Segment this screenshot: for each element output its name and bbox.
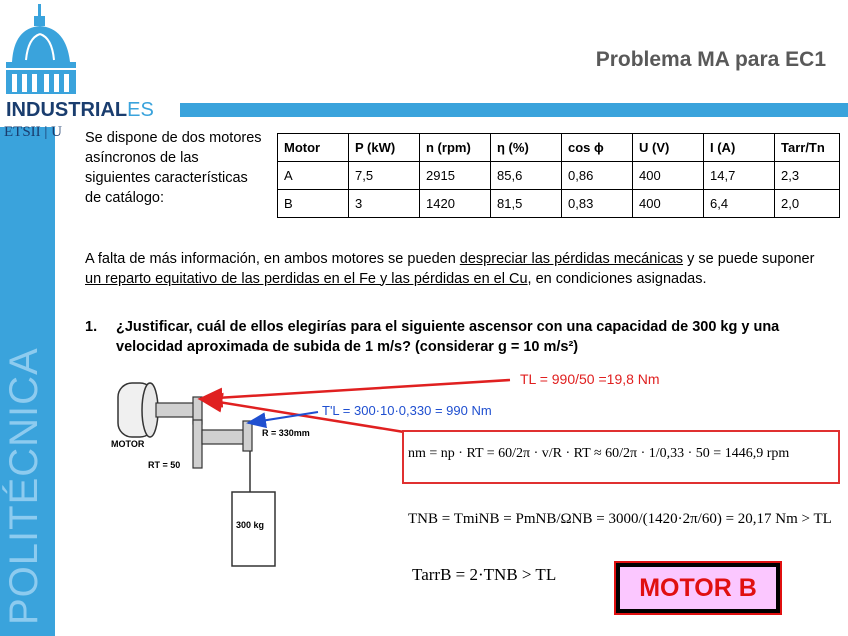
table-cell: 7,5 [349,162,420,190]
logo-wordmark: INDUSTRIALES [6,99,154,121]
answer-box: MOTOR B [616,563,780,613]
sidebar-text: POLITÉCNICA [2,347,46,625]
table-cell: 400 [633,190,704,218]
table-cell: 2915 [420,162,491,190]
gear-large [193,420,202,468]
table-header: η (%) [491,134,562,162]
tl-arrow [200,380,510,399]
intro-text: Se dispone de dos motores asíncronos de las siguientes características de catálogo: [85,130,262,206]
table-header: Motor [278,134,349,162]
start-torque-equation: TarrB = 2·TNB > TL [412,565,557,584]
question-number: 1. [85,319,98,335]
table-header: cos ϕ [562,134,633,162]
table-cell: 81,5 [491,190,562,218]
table-header: U (V) [633,134,704,162]
table-cell: B [278,190,349,218]
table-cell: 14,7 [704,162,775,190]
drum [243,421,252,451]
table-cell: 6,4 [704,190,775,218]
slide-title: Problema MA para EC1 [595,48,826,71]
motor-shaft [156,403,194,417]
table-cell: 0,83 [562,190,633,218]
tl-label: TL = 990/50 =19,8 Nm [520,371,660,387]
table-header: Tarr/Tn [775,134,840,162]
table-cell: 1420 [420,190,491,218]
tpl-label: T'L = 300·10·0,330 = 990 Nm [322,403,492,418]
rt-label: RT = 50 [148,460,181,470]
table-header: n (rpm) [420,134,491,162]
table-header: I (A) [704,134,775,162]
torque-equation: TNB = TmiNB = PmNB/ΩNB = 3000/(1420·2π/60) = 20,17 Nm > TL [408,511,832,527]
table-cell: A [278,162,349,190]
mass-label: 300 kg [236,520,265,530]
table-header: P (kW) [349,134,420,162]
assumptions-paragraph: A falta de más información, en ambos motores se pueden despreciar las pérdidas mecánicas y se puede suponer un reparto equitativo de las perdidas en el Fe y las pérdidas en el Cu, en condiciones asignadas. [85,251,815,287]
radius-label: R = 330mm [262,428,310,438]
table-cell: 3 [349,190,420,218]
table-cell: 2,3 [775,162,840,190]
drum-shaft [202,430,245,444]
speed-equation: nm = np · RT = 60/2π · v/R · RT ≈ 60/2π · 1/0,33 · 50 = 1446,9 rpm [408,446,790,461]
table-cell: 85,6 [491,162,562,190]
motor-label: MOTOR [111,439,145,449]
logo-subtitle: ETSII | U [4,124,62,140]
question-text: ¿Justificar, cuál de ellos elegirías para el siguiente ascensor con una capacidad de 300 kg y una velocidad aproximada de subida de 1 m/s? (considerar g = 10 m/s²) [116,319,780,355]
table-cell: 400 [633,162,704,190]
table-cell: 2,0 [775,190,840,218]
table-cell: 0,86 [562,162,633,190]
